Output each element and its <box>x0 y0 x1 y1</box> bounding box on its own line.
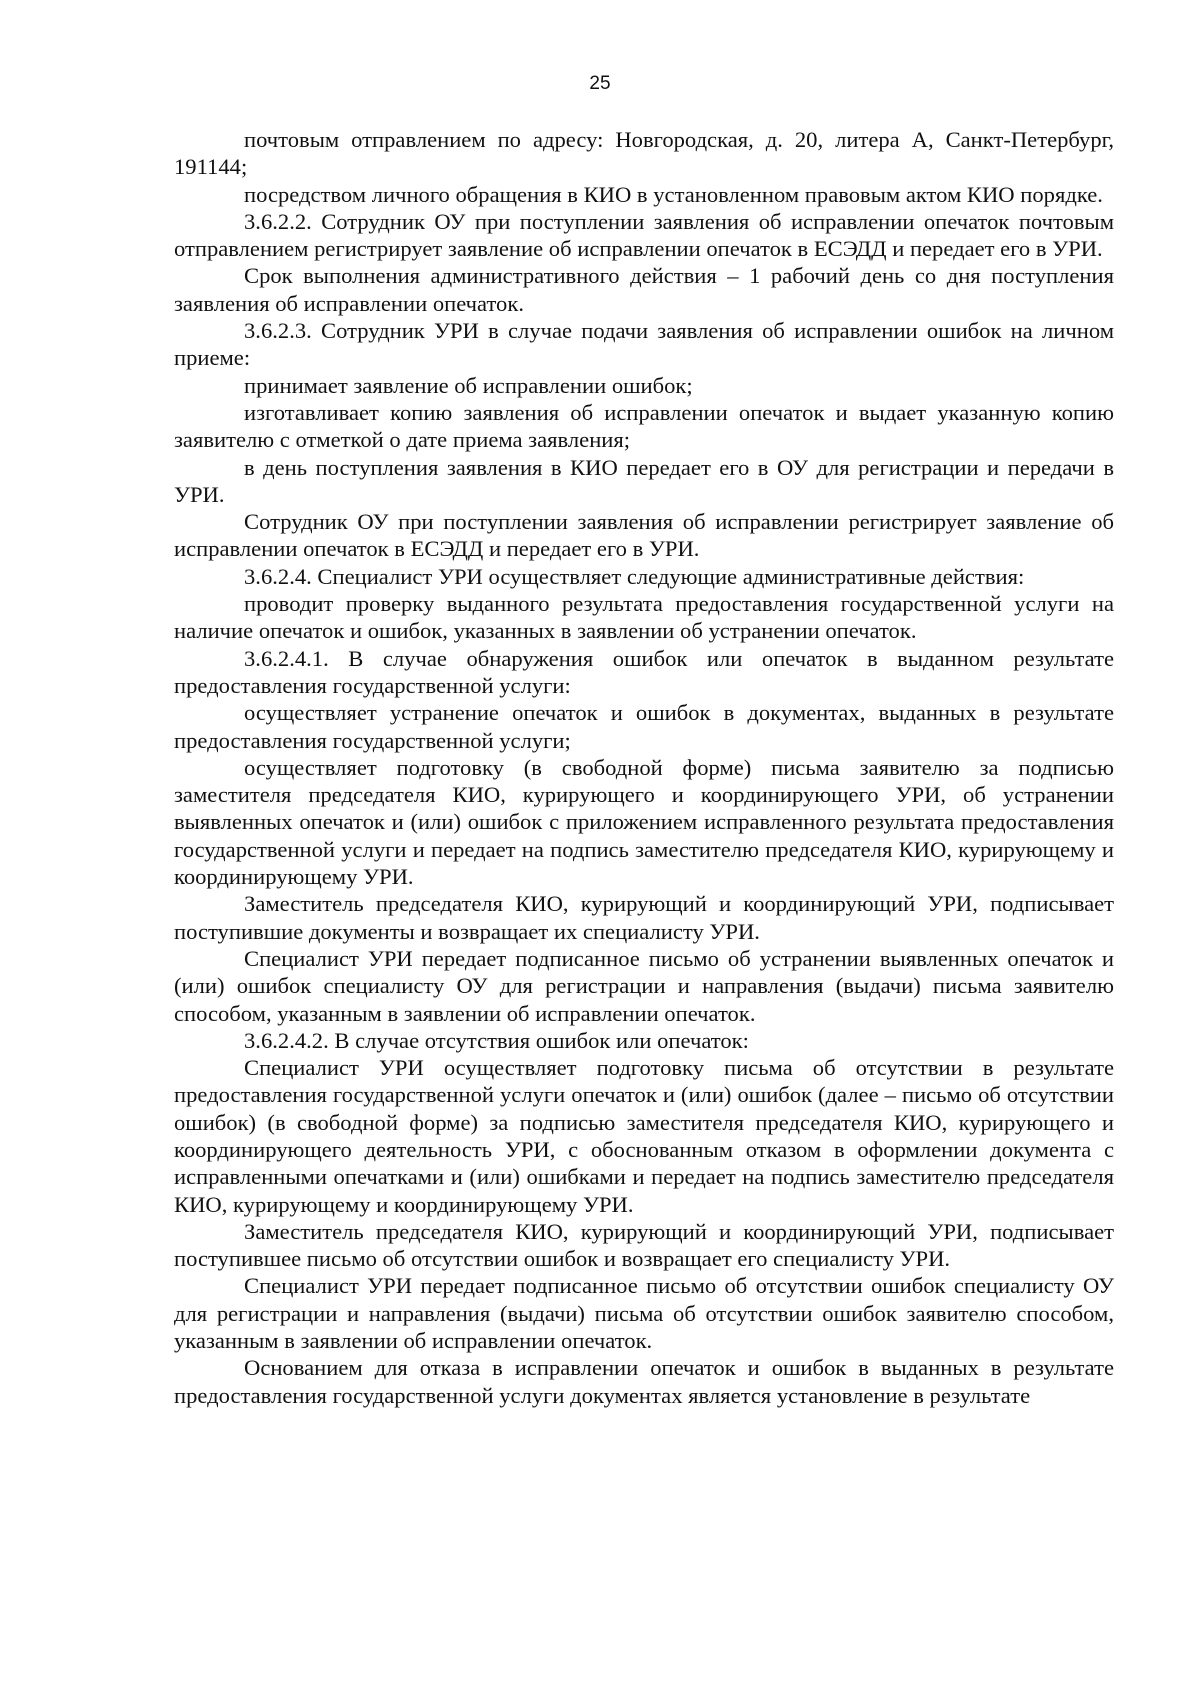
paragraph: Сотрудник ОУ при поступлении заявления об исправлении регистрирует заявление об исправлении опечаток в ЕСЭДД и передает его в УРИ. <box>174 509 1114 562</box>
page-number: 25 <box>589 73 611 94</box>
paragraph: в день поступления заявления в КИО передает его в ОУ для регистрации и передачи в УРИ. <box>174 454 1114 507</box>
paragraph: изготавливает копию заявления об исправлении опечаток и выдает указанную копию заявителю с отметкой о дате приема заявления; <box>174 399 1114 453</box>
paragraph: Специалист УРИ осуществляет подготовку письма об отсутствии в результате предоставления государственной услуги опечаток и (или) ошибок (далее – письмо об отсутствии ошибок) (в свободной форме) за подписью заместителя председателя КИО, курирующего и координирующего деятельность УРИ, с обоснованным отказом в оформлении документа с исправленными опечатками и (или) ошибками и передает на подпись заместителю председателя КИО, курирующему и координирующему УРИ. <box>174 1055 1114 1217</box>
paragraph: Срок выполнения административного действия – 1 рабочий день со дня поступления заявления об исправлении опечаток. <box>174 263 1114 316</box>
paragraph: 3.6.2.4.1. В случае обнаружения ошибок или опечаток в выданном результате предоставления государственной услуги: <box>174 645 1114 698</box>
paragraph: 3.6.2.4. Специалист УРИ осуществляет следующие административные действия: <box>244 563 1025 589</box>
paragraph: проводит проверку выданного результата предоставления государственной услуги на наличие опечаток и ошибок, указанных в заявлении об устранении опечаток. <box>174 591 1114 644</box>
paragraph: принимает заявление об исправлении ошибок; <box>244 372 693 398</box>
paragraph: осуществляет устранение опечаток и ошибок в документах, выданных в результате предоставления государственной услуги; <box>174 700 1114 753</box>
paragraph: 3.6.2.4.2. В случае отсутствия ошибок или опечаток: <box>244 1027 749 1053</box>
paragraph: посредством личного обращения в КИО в установленном правовым актом КИО порядке. <box>244 181 1103 207</box>
paragraph: Специалист УРИ передает подписанное письмо об отсутствии ошибок специалисту ОУ для регистрации и направления (выдачи) письма об отсутствии ошибок заявителю способом, указанным в заявлении об исправлении опечаток. <box>174 1273 1114 1354</box>
paragraph: Основанием для отказа в исправлении опечаток и ошибок в выданных в результате предоставления государственной услуги документах является установление в результате <box>174 1355 1114 1408</box>
paragraph: осуществляет подготовку (в свободной форме) письма заявителю за подписью заместителя председателя КИО, курирующего и координирующего УРИ, об устранении выявленных опечаток и (или) ошибок с приложением исправленного результата предоставления государственной услуги и передает на подпись заместителю председателя КИО, курирующему и координирующему УРИ. <box>174 754 1114 890</box>
paragraph: Заместитель председателя КИО, курирующий и координирующий УРИ, подписывает поступившее письмо об отсутствии ошибок и возвращает его специалисту УРИ. <box>174 1218 1114 1272</box>
paragraph: 3.6.2.2. Сотрудник ОУ при поступлении заявления об исправлении опечаток почтовым отправлением регистрирует заявление об исправлении опечаток в ЕСЭДД и передает его в УРИ. <box>174 208 1114 262</box>
document-body <box>174 126 1114 1409</box>
paragraph: Специалист УРИ передает подписанное письмо об устранении выявленных опечаток и (или) ошибок специалисту ОУ для регистрации и направления (выдачи) письма заявителю способом, указанным в заявлении об исправлении опечаток. <box>174 945 1114 1026</box>
paragraph: почтовым отправлением по адресу: Новгородская, д. 20, литера А, Санкт-Петербург, 191144; <box>174 127 1114 180</box>
paragraph: Заместитель председателя КИО, курирующий и координирующий УРИ, подписывает поступившие документы и возвращает их специалисту УРИ. <box>174 891 1114 944</box>
paragraph: 3.6.2.3. Сотрудник УРИ в случае подачи заявления об исправлении ошибок на личном приеме: <box>174 318 1114 371</box>
